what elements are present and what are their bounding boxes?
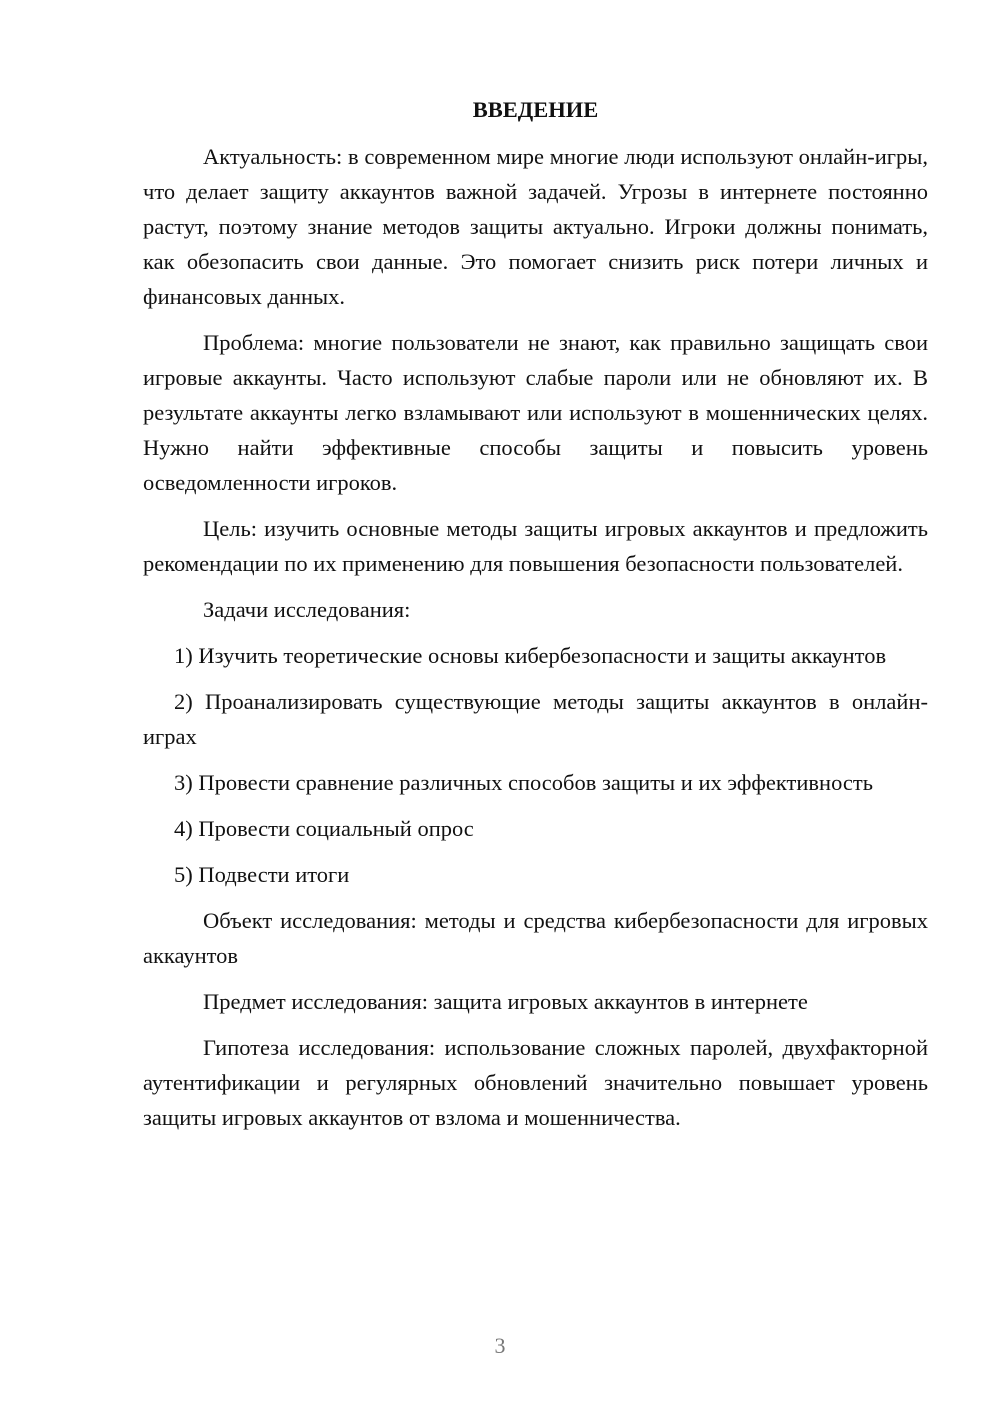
task-item-1: 1) Изучить теоретические основы кибербезопасности и защиты аккаунтов	[174, 643, 887, 668]
task-item-3: 3) Провести сравнение различных способов защиты и их эффективность	[174, 770, 873, 795]
problem-paragraph: Проблема: многие пользователи не знают, как правильно защищать свои игровые аккаунты. Часто используют слабые пароли или не обновляют их. В результате аккаунты легко взламывают или используют в мошеннических целях. Нужно найти эффективные способы защиты и повысить уровень осведомленности игроков.	[143, 330, 928, 495]
task-item-2: 2) Проанализировать существующие методы защиты аккаунтов в онлайн-играх	[143, 689, 928, 749]
object-paragraph: Объект исследования: методы и средства кибербезопасности для игровых аккаунтов	[143, 908, 928, 968]
page-number: 3	[494, 1333, 506, 1358]
section-title: ВВЕДЕНИЕ	[472, 97, 599, 122]
goal-paragraph: Цель: изучить основные методы защиты игровых аккаунтов и предложить рекомендации по их применению для повышения безопасности пользователей.	[143, 516, 928, 576]
tasks-heading: Задачи исследования:	[203, 597, 411, 622]
task-item-5: 5) Подвести итоги	[174, 862, 350, 887]
document-page	[143, 92, 928, 1146]
hypothesis-paragraph: Гипотеза исследования: использование сложных паролей, двухфакторной аутентификации и регулярных обновлений значительно повышает уровень защиты игровых аккаунтов от взлома и мошенничества.	[143, 1035, 928, 1130]
relevance-paragraph: Актуальность: в современном мире многие люди используют онлайн-игры, что делает защиту аккаунтов важной задачей. Угрозы в интернете постоянно растут, поэтому знание методов защиты актуально. Игроки должны понимать, как обезопасить свои данные. Это помогает снизить риск потери личных и финансовых данных.	[143, 144, 928, 309]
task-item-4: 4) Провести социальный опрос	[174, 816, 474, 841]
subject-paragraph: Предмет исследования: защита игровых аккаунтов в интернете	[203, 989, 808, 1014]
